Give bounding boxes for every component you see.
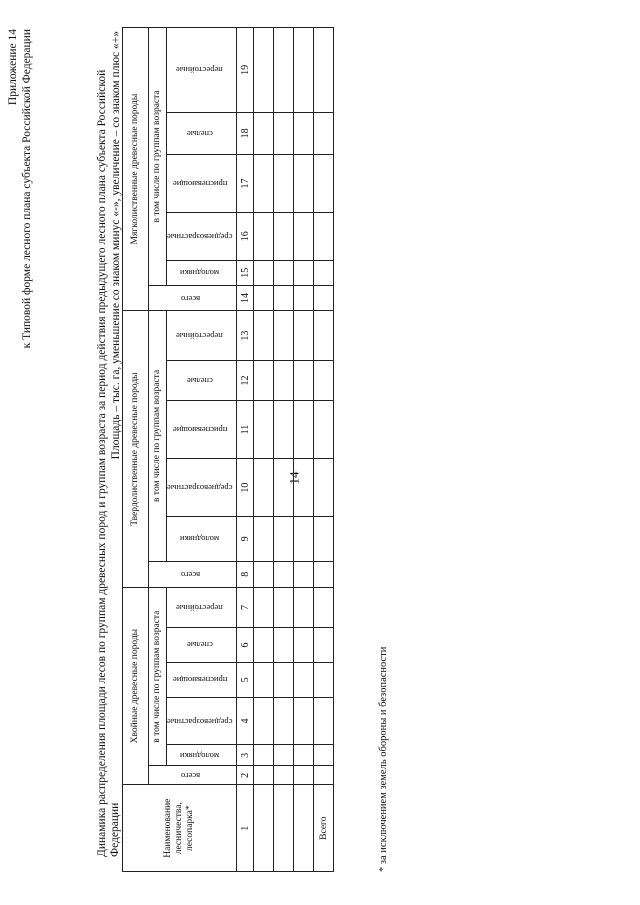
table-cell xyxy=(254,285,274,310)
hardwood-age-subheader: в том числе по группам возраста xyxy=(149,311,167,561)
column-number-cell: 8 xyxy=(237,561,254,587)
forest-dynamics-table xyxy=(122,27,334,872)
age-header-middle: средневозрастные xyxy=(167,213,237,261)
table-cell xyxy=(294,745,314,766)
column-number-cell: 14 xyxy=(237,285,254,310)
age-header-middle: средневозрастные xyxy=(167,697,237,745)
table-cell xyxy=(254,697,274,745)
table-cell xyxy=(294,28,314,113)
table-cell xyxy=(294,401,314,459)
column-number-cell: 1 xyxy=(237,785,254,872)
age-header-young: молодняки xyxy=(167,745,237,766)
table-cell xyxy=(274,697,294,745)
column-number-cell: 18 xyxy=(237,112,254,154)
table-row xyxy=(294,28,314,872)
table-cell xyxy=(294,285,314,310)
table-cell xyxy=(294,628,314,663)
total-cell xyxy=(314,213,334,261)
table-cell xyxy=(294,154,314,212)
softwood-age-subheader: в том числе по группам возраста xyxy=(149,28,167,286)
age-header-mature: спелые xyxy=(167,360,237,400)
column-number-cell: 4 xyxy=(237,697,254,745)
table-cell xyxy=(274,745,294,766)
table-cell xyxy=(274,785,294,872)
table-cell xyxy=(274,112,294,154)
table-cell xyxy=(254,112,274,154)
table-cell xyxy=(274,401,294,459)
table-cell xyxy=(294,662,314,697)
table-cell xyxy=(274,285,294,310)
column-number-row xyxy=(237,28,254,872)
table-cell xyxy=(274,662,294,697)
table-cell xyxy=(254,628,274,663)
table-cell xyxy=(254,662,274,697)
column-number-cell: 13 xyxy=(237,311,254,361)
table-cell xyxy=(254,587,274,627)
column-number-cell: 7 xyxy=(237,587,254,627)
total-cell xyxy=(314,587,334,627)
total-cell xyxy=(314,112,334,154)
table-cell xyxy=(274,311,294,361)
table-cell xyxy=(254,360,274,400)
column-number-cell: 3 xyxy=(237,745,254,766)
table-cell xyxy=(254,785,274,872)
column-number-cell: 5 xyxy=(237,662,254,697)
column-number-cell: 16 xyxy=(237,213,254,261)
table-cell xyxy=(274,213,294,261)
table-cell xyxy=(274,360,294,400)
age-header-middle: средневозрастные xyxy=(167,459,237,517)
table-cell xyxy=(274,587,294,627)
table-cell xyxy=(294,785,314,872)
table-cell xyxy=(254,260,274,285)
table-cell xyxy=(254,401,274,459)
table-cell xyxy=(294,561,314,587)
header-row-age-groups xyxy=(167,28,237,872)
table-row xyxy=(274,28,294,872)
age-header-mature: спелые xyxy=(167,628,237,663)
table-cell xyxy=(294,360,314,400)
table-cell xyxy=(294,587,314,627)
table-cell xyxy=(254,745,274,766)
table-cell xyxy=(294,459,314,517)
table-cell xyxy=(274,517,294,561)
total-cell xyxy=(314,766,334,785)
table-cell xyxy=(274,459,294,517)
column-number-cell: 15 xyxy=(237,260,254,285)
table-title: Динамика распределения площади лесов по группам древесных пород и группам возраста за период действия предыдущего лесного плана субъекта Российской Федерации xyxy=(96,69,121,857)
column-number-cell: 11 xyxy=(237,401,254,459)
page-number: 14 xyxy=(286,471,302,485)
age-header-premature: приспевающие xyxy=(167,662,237,697)
header-row-subgroups xyxy=(149,28,167,872)
units-note: Площадь – тыс. га, уменьшение со знаком минус «-», увеличение – со знаком плюс «+» xyxy=(110,31,122,460)
age-header-overmature: перестойные xyxy=(167,311,237,361)
total-cell xyxy=(314,285,334,310)
table-cell xyxy=(254,28,274,113)
table-cell xyxy=(294,311,314,361)
appendix-number: Приложение 14 xyxy=(7,29,19,106)
table-cell xyxy=(254,311,274,361)
softwood-group-header: Мягколиственные древесные породы xyxy=(123,28,149,311)
table-cell xyxy=(294,697,314,745)
table-cell xyxy=(274,154,294,212)
table-cell xyxy=(294,517,314,561)
conifer-age-subheader: в том числе по группам возраста xyxy=(149,587,167,765)
table-cell xyxy=(254,154,274,212)
age-header-premature: приспевающие xyxy=(167,154,237,212)
total-cell xyxy=(314,697,334,745)
table-cell xyxy=(294,260,314,285)
column-number-cell: 12 xyxy=(237,360,254,400)
age-header-young: молодняки xyxy=(167,517,237,561)
total-cell xyxy=(314,260,334,285)
column-number-cell: 9 xyxy=(237,517,254,561)
column-number-cell: 10 xyxy=(237,459,254,517)
total-row-label: Всего xyxy=(314,785,334,872)
total-cell xyxy=(314,745,334,766)
column-number-cell: 17 xyxy=(237,154,254,212)
column-number-cell: 2 xyxy=(237,766,254,785)
table-row xyxy=(254,28,274,872)
table-cell xyxy=(254,766,274,785)
conifer-group-header: Хвойные древесные породы xyxy=(123,587,149,784)
age-header-mature: спелые xyxy=(167,112,237,154)
table-cell xyxy=(294,213,314,261)
table-cell xyxy=(254,213,274,261)
table-cell xyxy=(274,260,294,285)
table-cell xyxy=(274,628,294,663)
age-header-overmature: перестойные xyxy=(167,28,237,113)
conifer-total-header: всего xyxy=(149,766,237,785)
total-cell xyxy=(314,360,334,400)
total-cell xyxy=(314,311,334,361)
total-cell xyxy=(314,154,334,212)
total-cell xyxy=(314,628,334,663)
hardwood-total-header: всего xyxy=(149,561,237,587)
table-cell xyxy=(294,112,314,154)
total-cell xyxy=(314,28,334,113)
total-row xyxy=(314,28,334,872)
total-cell xyxy=(314,517,334,561)
table-cell xyxy=(254,517,274,561)
age-header-premature: приспевающие xyxy=(167,401,237,459)
table-cell xyxy=(274,766,294,785)
column-number-cell: 6 xyxy=(237,628,254,663)
total-cell xyxy=(314,401,334,459)
appendix-header xyxy=(6,29,34,348)
footnote: * за исключением земель обороны и безопасности xyxy=(378,646,389,872)
name-column-header: Наименование лесничества, лесопарка* xyxy=(123,785,237,872)
table-cell xyxy=(254,459,274,517)
softwood-total-header: всего xyxy=(149,285,237,310)
appendix-reference: к Типовой форме лесного плана субъекта Российской Федерации xyxy=(21,29,33,349)
table-cell xyxy=(274,561,294,587)
age-header-young: молодняки xyxy=(167,260,237,285)
table-cell xyxy=(254,561,274,587)
column-number-cell: 19 xyxy=(237,28,254,113)
total-cell xyxy=(314,459,334,517)
total-cell xyxy=(314,561,334,587)
header-row-groups xyxy=(123,28,149,872)
age-header-overmature: перестойные xyxy=(167,587,237,627)
total-cell xyxy=(314,662,334,697)
table-cell xyxy=(274,28,294,113)
table-cell xyxy=(294,766,314,785)
hardwood-group-header: Твердолиственные древесные породы xyxy=(123,311,149,588)
